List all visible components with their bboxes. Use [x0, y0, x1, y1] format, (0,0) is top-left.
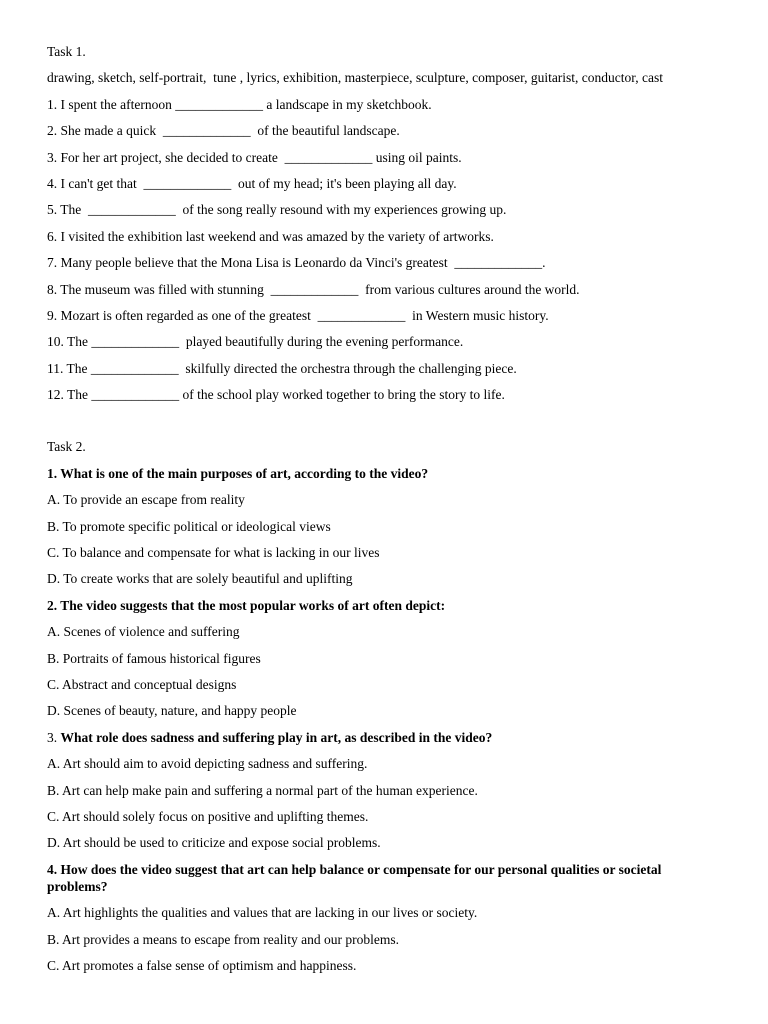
task2-q1-option-c: C. To balance and compensate for what is lacking in our lives: [47, 545, 380, 561]
section-spacer: [47, 412, 707, 432]
worksheet-page: [47, 43, 707, 983]
task2-question-3: [47, 729, 707, 746]
question-prefix: 3.: [47, 729, 61, 745]
task2-q3-option-d: D. Art should be used to criticize and expose social problems.: [47, 835, 381, 851]
task1-item-12: 12. The _____________ of the school play worked together to bring the story to life.: [47, 387, 505, 403]
task2-title: Task 2.: [47, 439, 86, 455]
task2-q3-option-a: A. Art should aim to avoid depicting sadness and suffering.: [47, 756, 368, 772]
task2-q2-option-c: C. Abstract and conceptual designs: [47, 676, 237, 692]
task1-item-2: 2. She made a quick _____________ of the beautiful landscape.: [47, 123, 400, 139]
task2-q4-option-a: A. Art highlights the qualities and values that are lacking in our lives or society.: [47, 905, 478, 921]
task1-item-5: 5. The _____________ of the song really resound with my experiences growing up.: [47, 202, 507, 218]
question-text: What role does sadness and suffering play in art, as described in the video?: [60, 729, 493, 745]
task2-q1-option-b: B. To promote specific political or ideological views: [47, 518, 331, 534]
task1-item-4: 4. I can't get that _____________ out of my head; it's been playing all day.: [47, 175, 457, 191]
task1-item-9: 9. Mozart is often regarded as one of the greatest _____________ in Western music history.: [47, 307, 549, 323]
task1-item-8: 8. The museum was filled with stunning _____________ from various cultures around the world.: [47, 281, 580, 297]
task2-question-1: [47, 465, 707, 482]
task2-q1-option-a: A. To provide an escape from reality: [47, 492, 245, 508]
task1-item-3: 3. For her art project, she decided to create _____________ using oil paints.: [47, 149, 462, 165]
task2-question-4: [47, 861, 707, 895]
task1-item-11: 11. The _____________ skilfully directed the orchestra through the challenging piece.: [47, 360, 517, 376]
task2-q1-option-d: D. To create works that are solely beautiful and uplifting: [47, 571, 353, 587]
task2-q3-option-b: B. Art can help make pain and suffering a normal part of the human experience.: [47, 782, 478, 798]
task2-q4-option-c: C. Art promotes a false sense of optimism and happiness.: [47, 957, 357, 973]
task2-q2-option-d: D. Scenes of beauty, nature, and happy people: [47, 703, 297, 719]
question-text: 2. The video suggests that the most popular works of art often depict:: [47, 597, 446, 613]
task2-q2-option-b: B. Portraits of famous historical figures: [47, 650, 261, 666]
question-text: 1. What is one of the main purposes of art, according to the video?: [47, 465, 429, 481]
task2-q4-option-b: B. Art provides a means to escape from reality and our problems.: [47, 931, 400, 947]
task1-item-6: 6. I visited the exhibition last weekend and was amazed by the variety of artworks.: [47, 228, 494, 244]
task1-item-7: 7. Many people believe that the Mona Lisa is Leonardo da Vinci's greatest _____________.: [47, 255, 546, 271]
task2-q2-option-a: A. Scenes of violence and suffering: [47, 624, 240, 640]
task1-word-bank: drawing, sketch, self-portrait, tune , lyrics, exhibition, masterpiece, sculpture, composer, guitarist, conductor, cast: [47, 70, 663, 86]
task2-question-2: [47, 597, 707, 614]
task2-q3-option-c: C. Art should solely focus on positive and uplifting themes.: [47, 808, 369, 824]
task1-item-10: 10. The _____________ played beautifully during the evening performance.: [47, 334, 464, 350]
task1-item-1: 1. I spent the afternoon _____________ a landscape in my sketchbook.: [47, 96, 432, 112]
task1-title: Task 1.: [47, 44, 86, 59]
question-text: 4. How does the video suggest that art can help balance or compensate for our personal qualities or societal problems?: [47, 861, 665, 894]
